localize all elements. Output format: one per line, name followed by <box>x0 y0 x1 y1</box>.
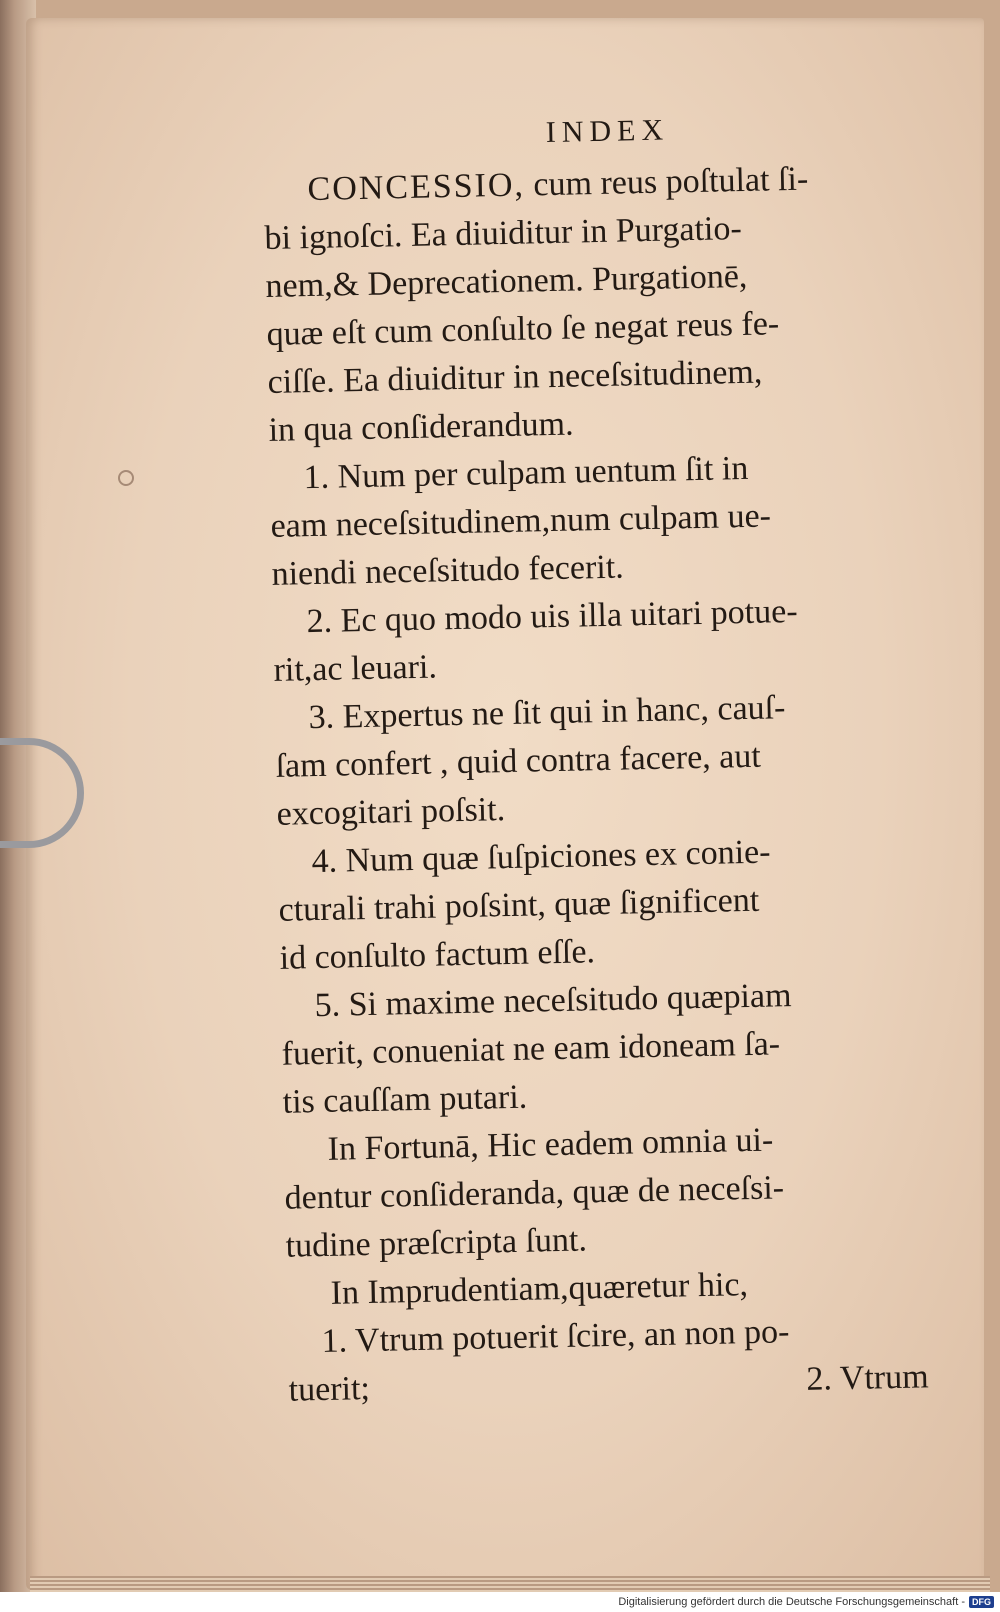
line-text: ciſſe. Ea diuiditur in neceſsitudinem, <box>267 353 763 401</box>
last-line-text: tuerit; <box>288 1370 371 1409</box>
line-text: tudine præſcripta ſunt. <box>285 1221 588 1265</box>
line-text: ſam confert , quid contra facere, aut <box>275 737 762 785</box>
catchword: 2. Vtrum <box>806 1358 929 1398</box>
digitization-footer <box>0 1592 1000 1612</box>
line-text: 5. Si maxime neceſsitudo quæpiam <box>314 977 792 1025</box>
line-text: niendi neceſsitudo fecerit. <box>271 548 625 593</box>
line-text: rit,ac leuari. <box>273 648 438 689</box>
line-text: quæ eſt cum conſulto ſe negat reus fe- <box>266 305 780 353</box>
line-text: eam neceſsitudinem,num culpam ue- <box>270 497 772 545</box>
line-text: bi ignoſci. Ea diuiditur in Purgatio- <box>264 209 743 257</box>
page-stack-edge <box>30 1576 990 1592</box>
line-text: In Imprudentiam,quæretur hic, <box>330 1266 749 1312</box>
page-text <box>262 101 939 1414</box>
line-text: cturali trahi poſsint, quæ ſignificent <box>278 881 760 929</box>
text-lines <box>263 153 938 1366</box>
line-text: fuerit, conueniat ne eam idoneam ſa- <box>281 1025 781 1073</box>
line-text: id conſulto factum eſſe. <box>279 933 596 977</box>
dfg-logo: DFG <box>969 1596 994 1608</box>
line-text: in qua conſiderandum. <box>268 405 574 449</box>
footer-text: Digitalisierung gefördert durch die Deutsche Forschungsgemeinschaft - <box>618 1596 965 1608</box>
line-text: 1. Num per culpam uentum ſit in <box>303 449 749 497</box>
line-text: nem,& Deprecationem. Purgationē, <box>265 257 748 305</box>
running-head: INDEX <box>545 113 670 150</box>
lemma-heading: CONCESSIO, <box>307 166 526 209</box>
line-text: tis cauſſam putari. <box>282 1078 528 1121</box>
line-text: cum reus poſtulat ſi- <box>524 160 809 204</box>
line-text: 1. Vtrum potuerit ſcire, an non po- <box>321 1313 790 1361</box>
line-text: In Fortunā, Hic eadem omnia ui- <box>327 1121 774 1168</box>
line-text: 2. Ec quo modo uis illa uitari potue- <box>306 592 798 641</box>
paper-blemish <box>118 470 134 486</box>
line-text: 4. Num quæ ſuſpiciones ex conie- <box>311 833 771 881</box>
line-text: 3. Expertus ne ſit qui in hanc, cauſ- <box>308 689 786 737</box>
line-text: dentur conſideranda, quæ de neceſsi- <box>284 1169 785 1217</box>
line-text: excogitari poſsit. <box>276 791 506 833</box>
